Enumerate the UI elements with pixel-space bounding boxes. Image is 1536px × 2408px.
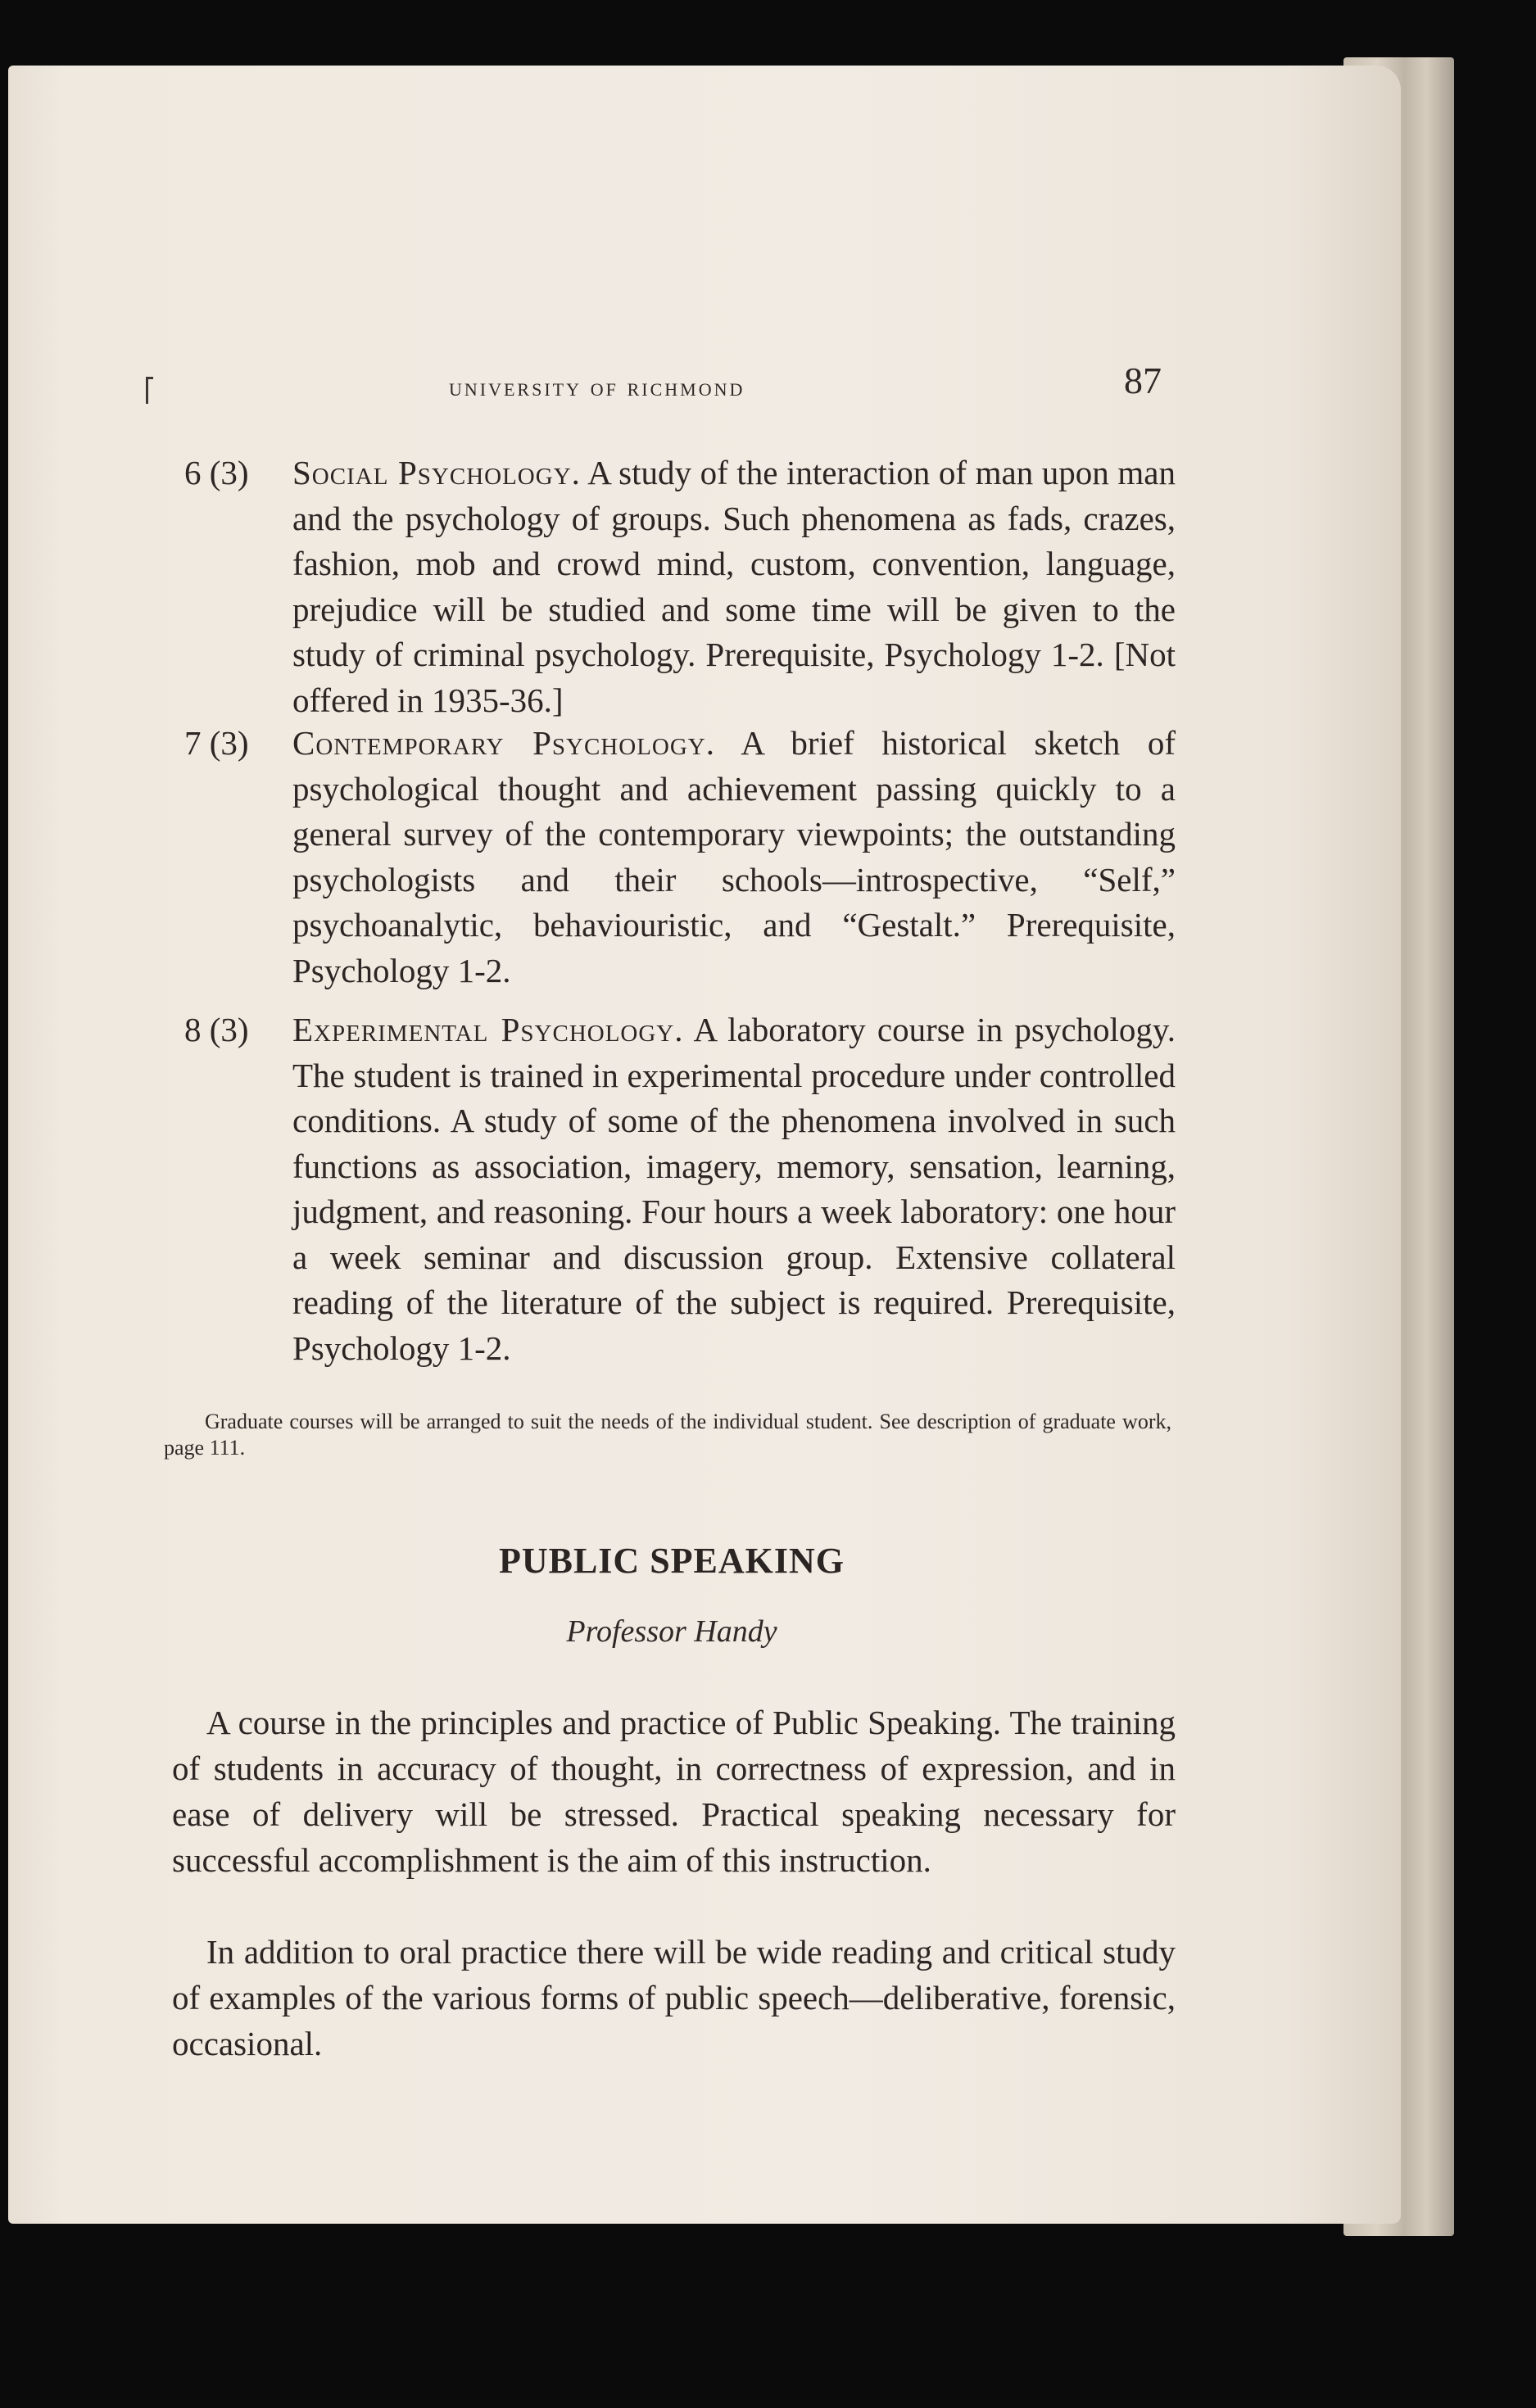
page-number: 87 xyxy=(1124,360,1162,401)
body-paragraph: A course in the principles and practice of Public Speaking. The training of students in accuracy of thought, in correctness of expression, and in ease of delivery will be stressed. Practical speaking necessary for successful accomplishment is the aim of this instruction. xyxy=(172,1704,1176,1879)
course-entry xyxy=(184,450,1176,723)
course-description: A laboratory course in psychology. The student is trained in experimental procedure under controlled conditions. A study of some of the phenomena involved in such functions as association, imagery, memory, sensation, learning, judgment, and reasoning. Four hours a week laboratory: one hour a week seminar and discussion group. Extensive collateral reading of the literature of the subject is required. Prerequisite, Psychology 1-2. xyxy=(292,1011,1176,1367)
course-text xyxy=(292,721,1176,994)
book-page xyxy=(8,66,1401,2224)
course-description: A brief historical sketch of psychological thought and achievement passing quickly to a general survey of the contemporary viewpoints; the outstanding psychologists and their schools—introspective, “Self,” psychoanalytic, behaviouristic, and “Gestalt.” Prerequisite, Psychology 1-2. xyxy=(292,724,1176,989)
course-number: 6 (3) xyxy=(184,454,249,491)
crop-mark xyxy=(146,377,153,404)
course-number: 8 (3) xyxy=(184,1011,249,1048)
course-number: 7 (3) xyxy=(184,724,249,762)
body-paragraph: In addition to oral practice there will be wide reading and critical study of examples of the various forms of public speech—deliberative, forensic, occasional. xyxy=(172,1933,1176,2062)
course-entry xyxy=(184,1007,1176,1371)
section-subtitle: Professor Handy xyxy=(566,1614,777,1649)
course-description: A study of the interaction of man upon man and the psychology of groups. Such phenomena as fads, crazes, fashion, mob and crowd mind, custom, convention, language, prejudice will be studied and some time will be given to the study of criminal psychology. Prerequisite, Psychology 1-2. [Not offered in 1935-36.] xyxy=(292,454,1176,719)
course-title: Experimental Psychology. xyxy=(292,1011,684,1048)
course-text xyxy=(292,1007,1176,1371)
course-title: Social Psychology. xyxy=(292,454,581,491)
section-title: PUBLIC SPEAKING xyxy=(498,1541,845,1581)
course-entry xyxy=(184,721,1176,994)
course-text xyxy=(292,450,1176,723)
course-title: Contemporary Psychology. xyxy=(292,724,715,762)
graduate-footnote: Graduate courses will be arranged to suit the needs of the individual student. See description of graduate work, page 111. xyxy=(164,1410,1171,1460)
running-head: university of richmond xyxy=(449,373,745,401)
